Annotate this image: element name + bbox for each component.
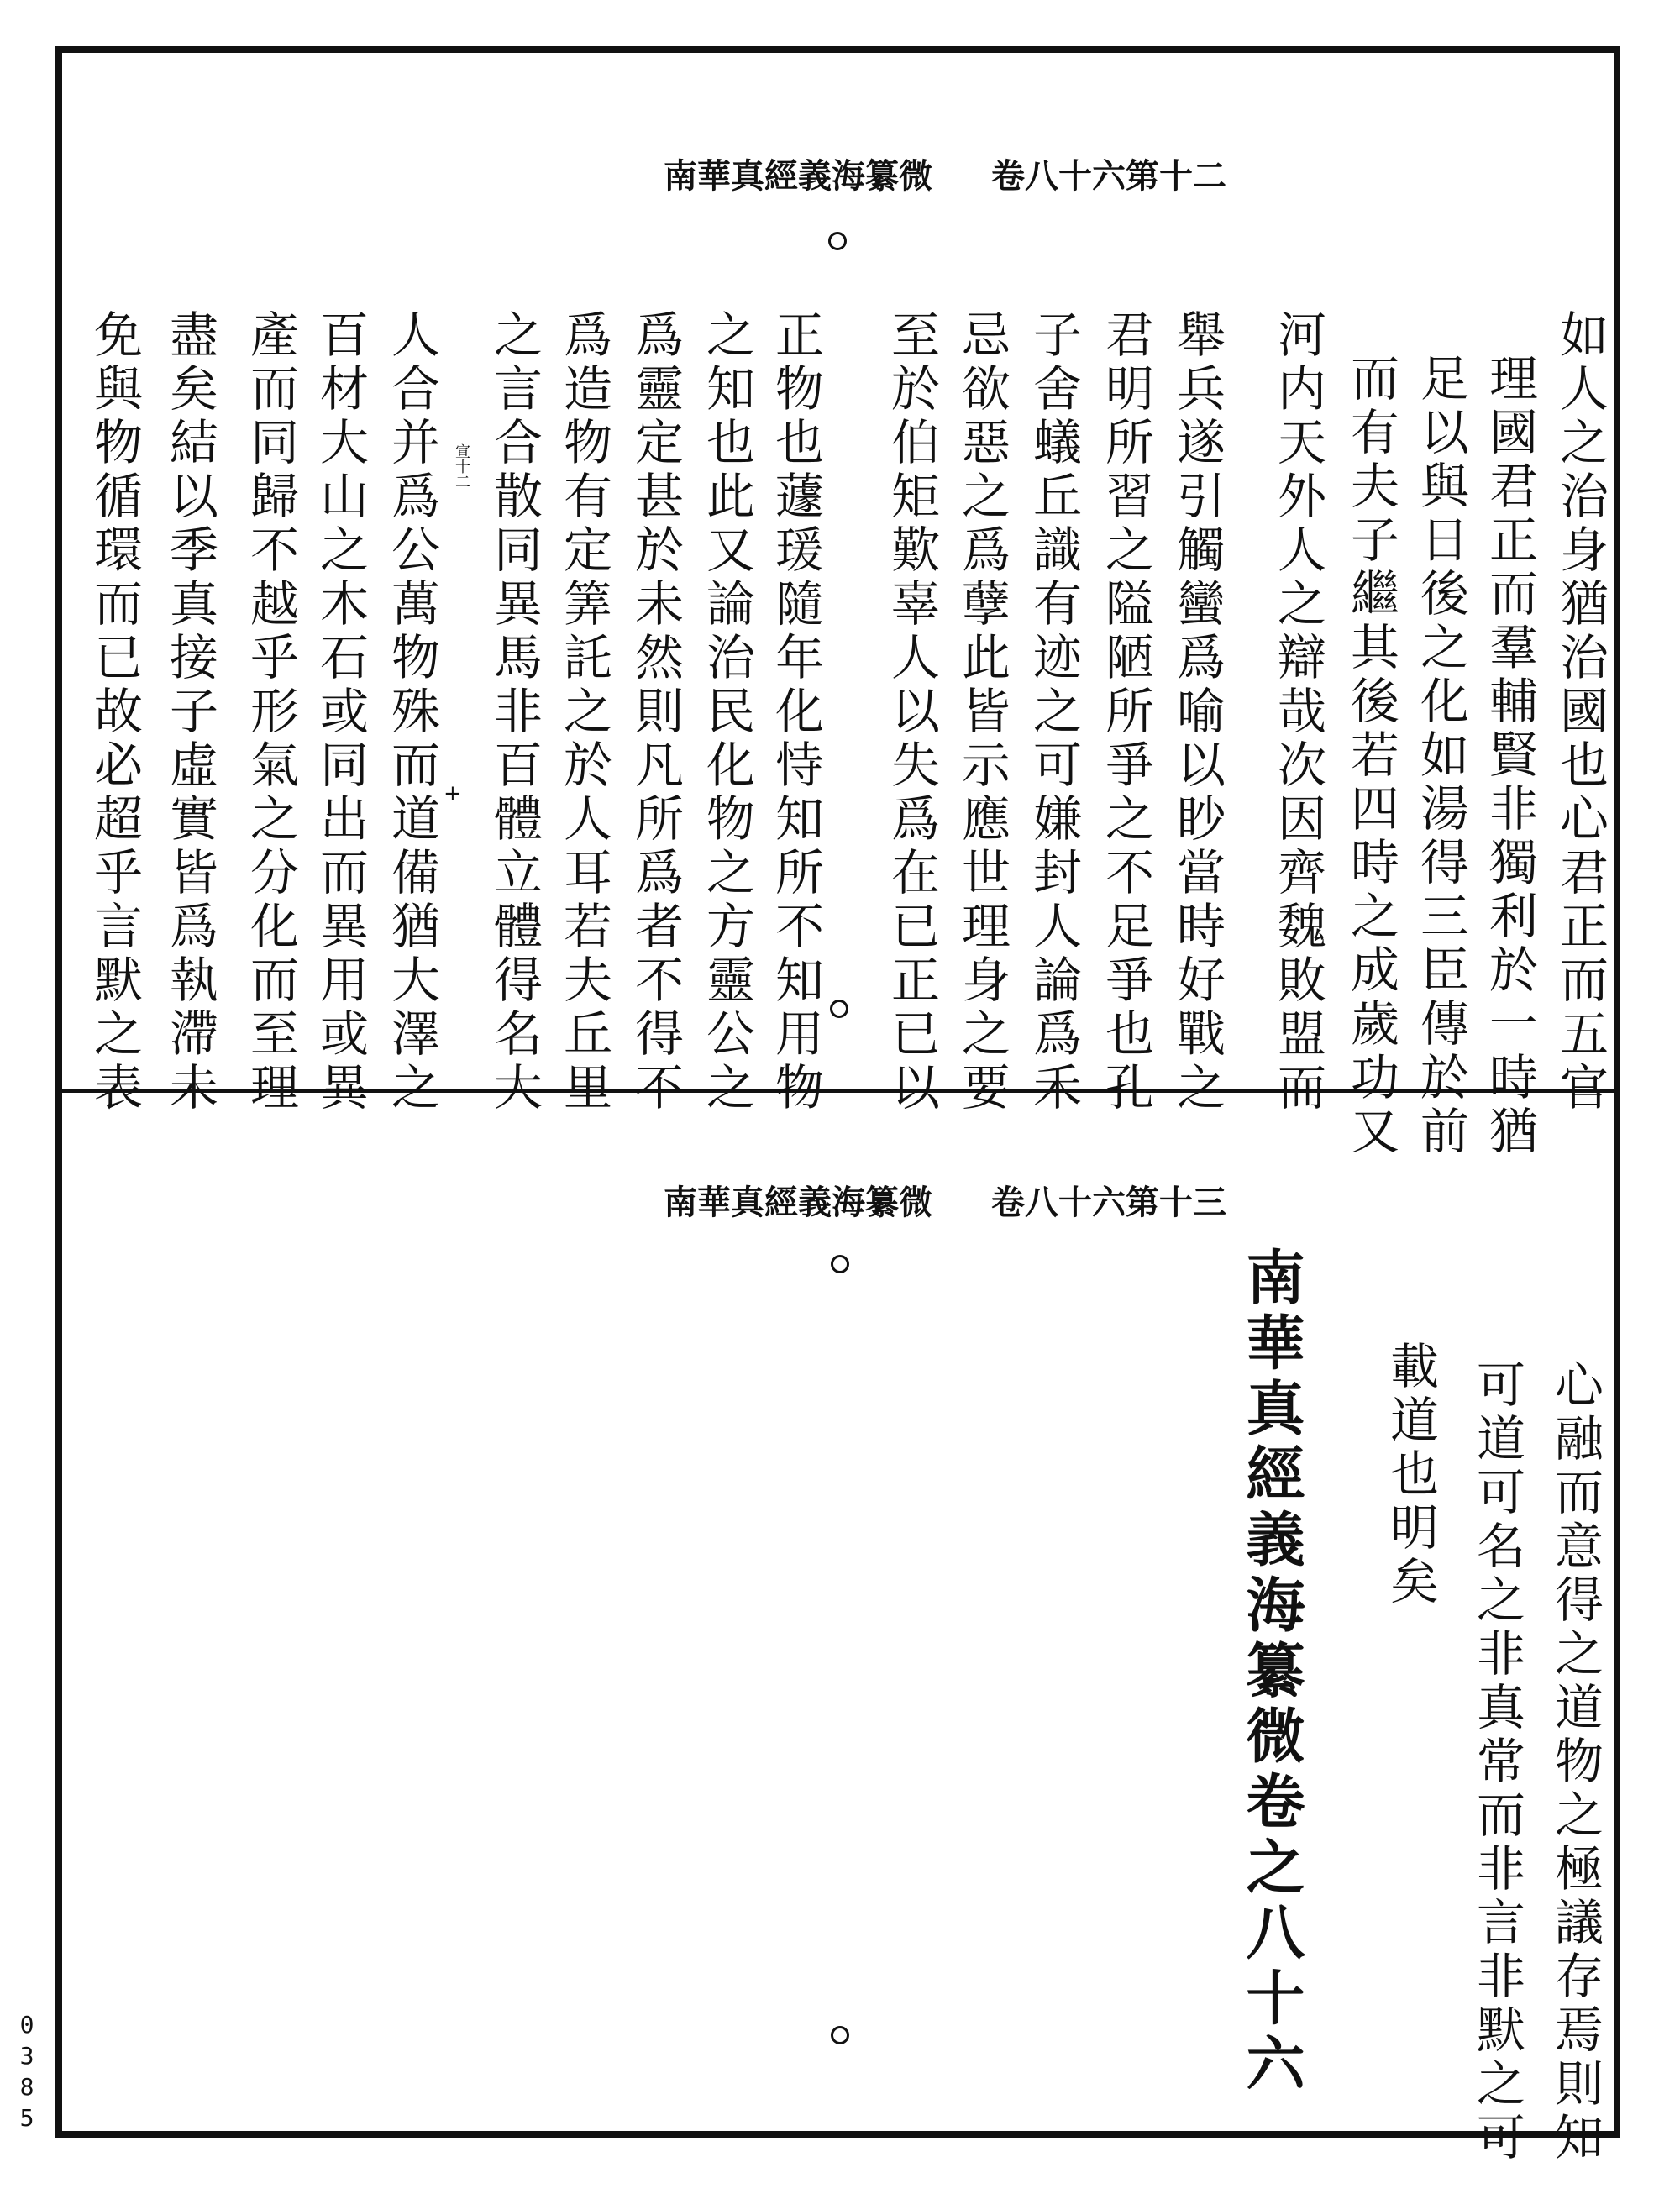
upper-column: 爲靈定甚於未然則凡所爲者不得不 [627,309,684,1115]
lower-running-header [664,1176,1226,1224]
upper-column: 足以與日後之化如湯得三臣傳於前 [1412,353,1469,1159]
upper-header-volume: 卷八十六 [991,156,1126,196]
upper-column: 君明所習之隘陋所爭之不足爭也孔 [1097,309,1154,1115]
lower-column: 可道可名之非真常而非言非默之可 [1468,1359,1525,2165]
lower-column: 心融而意得之道物之極議存焉則知 [1546,1359,1604,2165]
upper-column: 正物也蘧瑗隨年化恃知所不知用物 [767,309,824,1115]
upper-marginal-note: 宣十二 [453,443,470,489]
upper-cross-mark: + [444,781,462,806]
upper-column: 免與物循環而已故必超乎言默之表 [86,309,143,1115]
upper-header-title: 南華真經義海纂微 [664,156,932,196]
lower-header-page: 第十三 [1126,1183,1226,1222]
lower-top-circle-mark [831,1255,849,1273]
upper-column: 人合并爲公萬物殊而道備猶大澤之 [383,309,440,1115]
upper-column: 忌欲惡之爲孽此皆示應世理身之要 [953,309,1011,1115]
upper-column: 之知也此又論治民化物之方靈公之 [698,309,755,1115]
upper-column: 而有夫子繼其後若四時之成歲功又 [1342,353,1399,1159]
upper-top-circle-mark [828,232,847,250]
lower-header-title: 南華真經義海纂微 [664,1183,932,1222]
upper-column: 河内天外人之辯哉次因齊魏敗盟而 [1269,309,1326,1115]
upper-running-header [664,150,1226,197]
upper-inline-circle-mark [830,1000,848,1018]
upper-column: 盡矣結以季真接子虛實皆爲執滯未 [161,309,218,1115]
closing-title: 南華真經義海纂微卷之八十六 [1236,1246,1306,2098]
upper-column: 百材大山之木石或同出而異用或異 [312,309,369,1115]
upper-column: 產而同歸不越乎形氣之分化而至理 [242,309,299,1115]
lower-header-volume: 卷八十六 [991,1183,1126,1222]
lower-bottom-circle-mark [831,2026,849,2044]
upper-column: 理國君正而羣輔賢非獨利於一時猶 [1481,353,1538,1159]
upper-column: 至於伯矩歎辜人以失爲在已正已以 [883,309,940,1115]
upper-column: 舉兵遂引觸蠻爲喻以眇當時好戰之 [1168,309,1226,1115]
upper-column: 如人之治身猶治國也心君正而五官 [1551,309,1609,1115]
page-number: 0385 [19,2011,34,2132]
upper-column: 之言合散同異馬非百體立體得名大 [486,309,543,1115]
lower-column: 載道也明矣 [1382,1341,1439,1609]
upper-column: 子舍蟻丘識有迹之可嫌封人論爲禾 [1025,309,1082,1115]
upper-column: 爲造物有定筭託之於人耳若夫丘里 [555,309,612,1115]
upper-header-page: 第十二 [1126,156,1226,196]
